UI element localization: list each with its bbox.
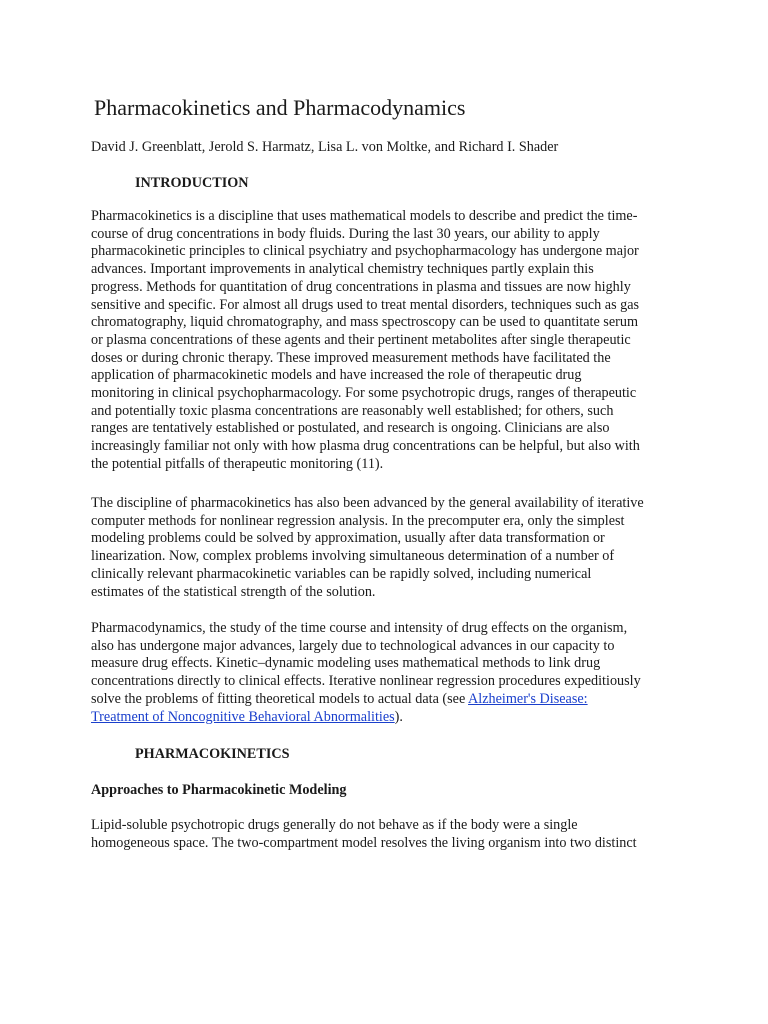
text-line: the potential pitfalls of therapeutic monitoring (11).	[91, 455, 384, 472]
pharmacokinetics-heading: PHARMACOKINETICS	[135, 746, 290, 762]
cross-reference-link-continued[interactable]: Treatment of Noncognitive Behavioral Abnormalities	[91, 708, 395, 725]
text-line: modeling problems could be solved by approximation, usually after data transformation or	[91, 530, 605, 547]
text-line: chromatography, liquid chromatography, and mass spectroscopy can be used to quantitate serum	[91, 314, 638, 331]
approaches-paragraph-1	[91, 817, 637, 852]
text-line: concentrations directly to clinical effects. Iterative nonlinear regression procedures expeditiously	[91, 673, 641, 690]
cross-reference-link[interactable]: Alzheimer's Disease:	[468, 690, 588, 707]
text-segment: ).	[394, 708, 403, 725]
author-line: David J. Greenblatt, Jerold S. Harmatz, Lisa L. von Moltke, and Richard I. Shader	[91, 139, 559, 155]
text-line: measure drug effects. Kinetic–dynamic modeling uses mathematical methods to link drug	[91, 655, 601, 672]
text-line: Lipid-soluble psychotropic drugs generally do not behave as if the body were a single	[91, 817, 578, 833]
text-line: clinically relevant pharmacokinetic variables can be rapidly solved, including numerical	[91, 565, 592, 582]
text-line: sensitive and specific. For almost all drugs used to treat mental disorders, techniques such as gas	[91, 296, 640, 313]
text-line: The discipline of pharmacokinetics has also been advanced by the general availability of iterative	[91, 495, 644, 511]
introduction-heading: INTRODUCTION	[135, 175, 249, 191]
text-line: also has undergone major advances, largely due to technological advances in our capacity to	[91, 637, 615, 654]
text-line: pharmacokinetic principles to clinical psychiatry and psychopharmacology has undergone major	[91, 243, 639, 260]
text-segment: solve the problems of fitting theoretical models to actual data (see	[91, 690, 469, 707]
text-line: Pharmacokinetics is a discipline that uses mathematical models to describe and predict the time-	[91, 208, 638, 224]
text-line: increasingly familiar not only with how plasma drug concentrations can be helpful, but also with	[91, 438, 640, 455]
text-line: doses or during chronic therapy. These improved measurement methods have facilitated the	[91, 349, 611, 366]
approaches-subheading: Approaches to Pharmacokinetic Modeling	[91, 782, 347, 798]
text-line: progress. Methods for quantitation of drug concentrations in plasma and tissues are now highly	[91, 278, 631, 295]
text-line-with-link	[91, 691, 641, 709]
text-line: computer methods for nonlinear regression analysis. In the precomputer era, only the simplest	[91, 512, 625, 529]
introduction-paragraph-2	[91, 495, 644, 601]
text-line: linearization. Now, complex problems involving simultaneous determination of a number of	[91, 548, 615, 565]
text-line: advances. Important improvements in analytical chemistry techniques partly explain this	[91, 261, 594, 278]
text-line: and potentially toxic plasma concentrations are reasonably well established; for others, such	[91, 402, 614, 419]
introduction-paragraph-3	[91, 620, 641, 726]
text-line: Pharmacodynamics, the study of the time course and intensity of drug effects on the organism,	[91, 620, 628, 636]
text-line: homogeneous space. The two-compartment model resolves the living organism into two distinct	[91, 834, 637, 851]
introduction-paragraph-1	[91, 208, 640, 474]
text-line-with-link	[91, 709, 641, 727]
text-line: course of drug concentrations in body fluids. During the last 30 years, our ability to apply	[91, 225, 600, 242]
document-title: Pharmacokinetics and Pharmacodynamics	[94, 95, 466, 120]
text-line: ranges are tentatively established or postulated, and research is ongoing. Clinicians are also	[91, 420, 610, 437]
text-line: or plasma concentrations of these agents and their pertinent metabolites after single therapeutic	[91, 331, 631, 348]
text-line: monitoring in clinical psychopharmacology. For some psychotropic drugs, ranges of therapeutic	[91, 385, 637, 402]
text-line: application of pharmacokinetic models and have increased the role of therapeutic drug	[91, 367, 582, 384]
text-line: estimates of the statistical strength of the solution.	[91, 583, 376, 600]
